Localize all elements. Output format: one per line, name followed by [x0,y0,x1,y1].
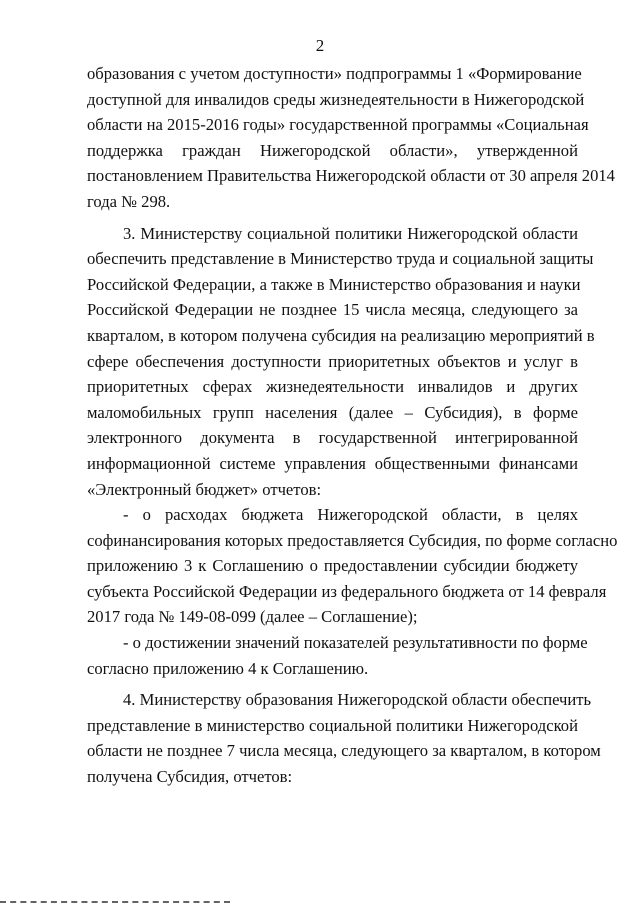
text-line: «Электронный бюджет» отчетов: [87,479,322,499]
paragraph-item-3 [87,221,595,503]
paragraph-indicators-report [87,630,588,681]
text-line: Российской Федерации, а также в Министерство образования и науки [87,274,581,294]
text-line: сфере обеспечения доступности приоритетных объектов и услуг в [87,351,578,371]
text-line: обеспечить представление в Министерство труда и социальной защиты [87,249,594,269]
text-line: приложению 3 к Соглашению о предоставлении субсидии бюджету [87,556,578,576]
paragraph-expenses-report [87,502,618,630]
text-line: приоритетных сферах жизнедеятельности инвалидов и других [87,377,578,397]
text-line: области не позднее 7 числа месяца, следующего за кварталом, в котором [87,741,601,761]
text-line: доступной для инвалидов среды жизнедеятельности в Нижегородской [87,89,585,109]
text-line: 4. Министерству образования Нижегородской области обеспечить [123,690,592,710]
document-body [87,61,618,790]
text-line: - о расходах бюджета Нижегородской области, в целях [123,505,578,525]
page-number: 2 [315,36,325,55]
text-line: года № 298. [87,191,171,211]
paragraph-item-4 [87,687,601,789]
text-line: софинансирования которых предоставляется Субсидия, по форме согласно [87,530,618,550]
text-line: Российской Федерации не позднее 15 числа месяца, следующего за [87,300,578,320]
text-line: постановлением Правительства Нижегородской области от 30 апреля 2014 [87,166,615,186]
text-line: согласно приложению 4 к Соглашению. [87,658,369,678]
text-line: кварталом, в котором получена субсидия на реализацию мероприятий в [87,325,595,345]
text-line: информационной системе управления общественными финансами [87,453,578,473]
text-line: 2017 года № 149-08-099 (далее – Соглашение); [87,607,418,627]
scan-edge-mark [0,898,230,903]
paragraph-1 [87,61,615,215]
text-line: области на 2015-2016 годы» государственной программы «Социальная [87,115,589,135]
text-line: поддержка граждан Нижегородской области», утвержденной [87,140,578,160]
text-line: электронного документа в государственной интегрированной [87,428,578,448]
text-line: представление в министерство социальной политики Нижегородской [87,715,578,735]
text-line: образования с учетом доступности» подпрограммы 1 «Формирование [87,64,582,83]
text-line: субъекта Российской Федерации из федерального бюджета от 14 февраля [87,581,607,601]
text-line: - о достижении значений показателей результативности по форме [123,633,588,653]
text-line: 3. Министерству социальной политики Нижегородской области [123,223,578,243]
text-line: маломобильных групп населения (далее – Субсидия), в форме [87,402,578,422]
text-line: получена Субсидия, отчетов: [87,767,293,787]
